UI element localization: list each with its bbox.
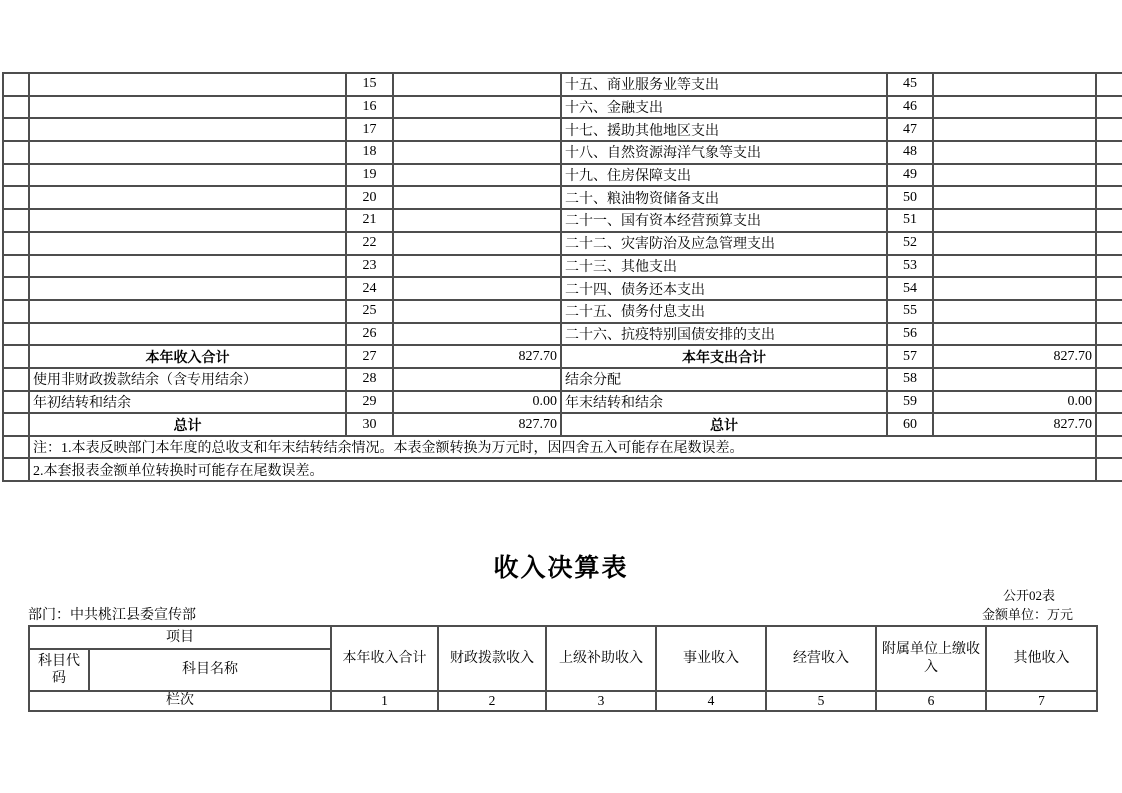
line-number-cell-left: 26 — [346, 323, 393, 346]
line-number-cell-right: 46 — [887, 96, 933, 119]
amount-cell-left — [393, 368, 561, 391]
line-number-cell-right: 54 — [887, 277, 933, 300]
line-number-cell-right: 57 — [887, 345, 933, 368]
line-number-cell-left: 20 — [346, 186, 393, 209]
line-number-cell-left: 29 — [346, 391, 393, 414]
column-number-cell: 1 — [331, 691, 438, 711]
header-project: 项目 — [29, 626, 331, 649]
edge-cell — [3, 209, 29, 232]
summary-row — [3, 232, 1122, 255]
summary-table — [2, 72, 1122, 482]
amount-cell-right — [933, 209, 1096, 232]
category-cell-right: 年末结转和结余 — [561, 391, 887, 414]
category-cell-left — [29, 277, 346, 300]
category-cell-left: 本年收入合计 — [29, 345, 346, 368]
header-col-operating-income: 经营收入 — [766, 626, 876, 691]
amount-cell-right — [933, 277, 1096, 300]
category-cell-right: 本年支出合计 — [561, 345, 887, 368]
edge-cell — [3, 118, 29, 141]
edge-cell — [1096, 391, 1122, 414]
summary-row — [3, 255, 1122, 278]
edge-cell — [1096, 164, 1122, 187]
edge-cell — [3, 368, 29, 391]
amount-cell-right — [933, 368, 1096, 391]
category-cell-left: 使用非财政拨款结余（含专用结余） — [29, 368, 346, 391]
line-number-cell-right: 59 — [887, 391, 933, 414]
edge-cell — [1096, 232, 1122, 255]
amount-cell-right — [933, 186, 1096, 209]
amount-cell-left — [393, 141, 561, 164]
category-cell-right: 二十二、灾害防治及应急管理支出 — [561, 232, 887, 255]
category-cell-right: 二十一、国有资本经营预算支出 — [561, 209, 887, 232]
note-row — [3, 436, 1122, 458]
line-number-cell-right: 55 — [887, 300, 933, 323]
category-cell-right: 十九、住房保障支出 — [561, 164, 887, 187]
amount-cell-right — [933, 118, 1096, 141]
category-cell-left: 年初结转和结余 — [29, 391, 346, 414]
amount-cell-right — [933, 96, 1096, 119]
amount-cell-left — [393, 323, 561, 346]
category-cell-left — [29, 73, 346, 96]
edge-cell — [1096, 436, 1122, 458]
category-cell-right: 结余分配 — [561, 368, 887, 391]
category-cell-left — [29, 118, 346, 141]
category-cell-left — [29, 255, 346, 278]
amount-cell-left — [393, 73, 561, 96]
category-cell-right: 总计 — [561, 413, 887, 436]
header-col-total-income: 本年收入合计 — [331, 626, 438, 691]
header-col-superior-subsidy: 上级补助收入 — [546, 626, 656, 691]
edge-cell — [3, 232, 29, 255]
summary-row — [3, 300, 1122, 323]
edge-cell — [3, 164, 29, 187]
summary-row — [3, 118, 1122, 141]
header-subject-code: 科目代码 — [29, 649, 89, 691]
line-number-cell-left: 17 — [346, 118, 393, 141]
amount-cell-left — [393, 277, 561, 300]
summary-row — [3, 345, 1122, 368]
category-cell-right: 十五、商业服务业等支出 — [561, 73, 887, 96]
category-cell-left — [29, 164, 346, 187]
summary-table-region — [0, 72, 1122, 484]
line-number-cell-right: 50 — [887, 186, 933, 209]
edge-cell — [3, 300, 29, 323]
summary-row — [3, 141, 1122, 164]
category-cell-right: 二十六、抗疫特别国债安排的支出 — [561, 323, 887, 346]
category-cell-left — [29, 323, 346, 346]
income-table-title: 收入决算表 — [493, 555, 629, 582]
column-number-cell: 7 — [986, 691, 1097, 711]
edge-cell — [1096, 96, 1122, 119]
edge-cell — [3, 255, 29, 278]
header-subject-name: 科目名称 — [89, 649, 331, 691]
edge-cell — [1096, 255, 1122, 278]
amount-cell-right — [933, 73, 1096, 96]
edge-cell — [1096, 209, 1122, 232]
summary-row — [3, 164, 1122, 187]
amount-cell-left — [393, 118, 561, 141]
line-number-cell-right: 60 — [887, 413, 933, 436]
category-cell-left — [29, 186, 346, 209]
amount-cell-right — [933, 255, 1096, 278]
edge-cell — [1096, 141, 1122, 164]
amount-cell-left — [393, 209, 561, 232]
edge-cell — [3, 391, 29, 414]
summary-row — [3, 73, 1122, 96]
lanci-cell: 栏次 — [29, 691, 331, 711]
edge-cell — [3, 277, 29, 300]
line-number-cell-right: 53 — [887, 255, 933, 278]
line-number-cell-left: 23 — [346, 255, 393, 278]
amount-cell-right: 827.70 — [933, 345, 1096, 368]
line-number-cell-right: 51 — [887, 209, 933, 232]
line-number-cell-left: 18 — [346, 141, 393, 164]
income-header-row-1 — [29, 626, 1097, 649]
line-number-cell-left: 22 — [346, 232, 393, 255]
summary-row — [3, 277, 1122, 300]
category-cell-right: 二十、粮油物资储备支出 — [561, 186, 887, 209]
category-cell-left — [29, 232, 346, 255]
amount-cell-left — [393, 255, 561, 278]
line-number-cell-left: 19 — [346, 164, 393, 187]
line-number-cell-right: 45 — [887, 73, 933, 96]
header-col-subordinate-remittance: 附属单位上缴收入 — [876, 626, 986, 691]
category-cell-right: 十七、援助其他地区支出 — [561, 118, 887, 141]
line-number-cell-right: 58 — [887, 368, 933, 391]
amount-cell-right: 827.70 — [933, 413, 1096, 436]
line-number-cell-left: 24 — [346, 277, 393, 300]
column-number-cell: 4 — [656, 691, 766, 711]
summary-row — [3, 209, 1122, 232]
edge-cell — [3, 96, 29, 119]
category-cell-right: 十八、自然资源海洋气象等支出 — [561, 141, 887, 164]
line-number-cell-left: 16 — [346, 96, 393, 119]
amount-cell-left: 0.00 — [393, 391, 561, 414]
line-number-cell-left: 21 — [346, 209, 393, 232]
amount-unit-label: 金额单位：万元 — [981, 607, 1073, 622]
note-row — [3, 458, 1122, 480]
column-number-cell: 6 — [876, 691, 986, 711]
category-cell-left: 总计 — [29, 413, 346, 436]
edge-cell — [1096, 118, 1122, 141]
category-cell-right: 二十四、债务还本支出 — [561, 277, 887, 300]
category-cell-left — [29, 96, 346, 119]
summary-row — [3, 96, 1122, 119]
category-cell-right: 二十三、其他支出 — [561, 255, 887, 278]
edge-cell — [1096, 345, 1122, 368]
income-table — [28, 625, 1098, 712]
edge-cell — [3, 458, 29, 480]
amount-cell-left — [393, 300, 561, 323]
edge-cell — [1096, 300, 1122, 323]
edge-cell — [1096, 323, 1122, 346]
edge-cell — [3, 345, 29, 368]
edge-cell — [3, 436, 29, 458]
summary-row — [3, 323, 1122, 346]
edge-cell — [3, 323, 29, 346]
category-cell-left — [29, 141, 346, 164]
category-cell-left — [29, 209, 346, 232]
amount-cell-left: 827.70 — [393, 413, 561, 436]
line-number-cell-right: 47 — [887, 118, 933, 141]
amount-cell-left — [393, 164, 561, 187]
summary-row — [3, 413, 1122, 436]
amount-cell-right — [933, 232, 1096, 255]
edge-cell — [1096, 186, 1122, 209]
line-number-cell-right: 56 — [887, 323, 933, 346]
edge-cell — [1096, 73, 1122, 96]
income-table-region — [28, 625, 1098, 712]
amount-cell-left — [393, 186, 561, 209]
edge-cell — [1096, 413, 1122, 436]
column-number-cell: 2 — [438, 691, 546, 711]
income-header-row-3 — [29, 691, 1097, 711]
note-text: 注：1.本表反映部门本年度的总收支和年末结转结余情况。本表金额转换为万元时，因四舍五入可能存在尾数误差。 — [29, 436, 1096, 458]
header-col-other-income: 其他收入 — [986, 626, 1097, 691]
amount-cell-right — [933, 300, 1096, 323]
edge-cell — [1096, 368, 1122, 391]
edge-cell — [3, 413, 29, 436]
amount-cell-right — [933, 323, 1096, 346]
line-number-cell-left: 25 — [346, 300, 393, 323]
summary-row — [3, 186, 1122, 209]
amount-cell-right — [933, 141, 1096, 164]
line-number-cell-left: 28 — [346, 368, 393, 391]
form-code-label: 公开02表 — [1002, 588, 1055, 603]
amount-cell-right — [933, 164, 1096, 187]
line-number-cell-right: 52 — [887, 232, 933, 255]
category-cell-right: 二十五、债务付息支出 — [561, 300, 887, 323]
department-label: 部门：中共桃江县委宣传部 — [28, 608, 196, 623]
line-number-cell-left: 27 — [346, 345, 393, 368]
amount-cell-left — [393, 232, 561, 255]
column-number-cell: 5 — [766, 691, 876, 711]
header-col-business-income: 事业收入 — [656, 626, 766, 691]
summary-row — [3, 368, 1122, 391]
header-col-fiscal-appropriation: 财政拨款收入 — [438, 626, 546, 691]
line-number-cell-left: 30 — [346, 413, 393, 436]
category-cell-right: 十六、金融支出 — [561, 96, 887, 119]
amount-cell-left: 827.70 — [393, 345, 561, 368]
edge-cell — [3, 186, 29, 209]
summary-row — [3, 391, 1122, 414]
line-number-cell-left: 15 — [346, 73, 393, 96]
column-number-cell: 3 — [546, 691, 656, 711]
edge-cell — [1096, 277, 1122, 300]
note-text: 2.本套报表金额单位转换时可能存在尾数误差。 — [29, 458, 1096, 480]
line-number-cell-right: 49 — [887, 164, 933, 187]
edge-cell — [3, 73, 29, 96]
line-number-cell-right: 48 — [887, 141, 933, 164]
edge-cell — [1096, 458, 1122, 480]
amount-cell-left — [393, 96, 561, 119]
edge-cell — [3, 141, 29, 164]
category-cell-left — [29, 300, 346, 323]
amount-cell-right: 0.00 — [933, 391, 1096, 414]
